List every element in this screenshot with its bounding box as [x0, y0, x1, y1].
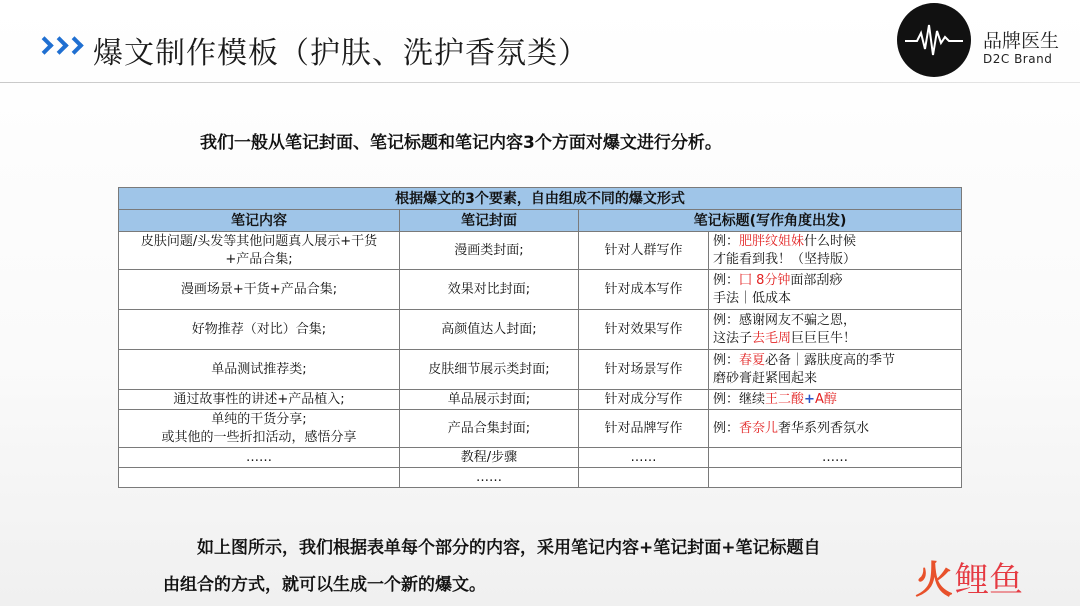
example-cell: 例：继续王二酸+A醇: [709, 390, 962, 410]
table-caption: 根据爆文的3个要素，自由组成不同的爆文形式: [119, 188, 962, 210]
table-row: [119, 448, 962, 468]
table-row: [119, 310, 962, 350]
footer-text-line-1: 如上图所示，我们根据表单每个部分的内容，采用笔记内容+笔记封面+笔记标题自: [197, 538, 821, 558]
angle-cell: 针对场景写作: [579, 350, 709, 390]
example-cell: [709, 468, 962, 488]
content-cell: 单纯的干货分享; 或其他的一些折扣活动，感悟分享: [119, 410, 400, 448]
intro-text: 我们一般从笔记封面、笔记标题和笔记内容3个方面对爆文进行分析。: [200, 133, 722, 153]
watermark-carp-glyph: 鲤鱼: [955, 560, 1024, 600]
watermark-fire-glyph: 火: [915, 558, 954, 602]
example-cell: 例：春夏必备｜露肤度高的季节 磨砂膏赶紧囤起来: [709, 350, 962, 390]
table-row: [119, 468, 962, 488]
example-cell: 例：香奈儿奢华系列香氛水: [709, 410, 962, 448]
table-row: [119, 232, 962, 270]
table-row: [119, 410, 962, 448]
cover-cell: 漫画类封面;: [400, 232, 579, 270]
example-cell: 例：感谢网友不骗之恩， 这法子去毛周巨巨巨牛！: [709, 310, 962, 350]
angle-cell: 针对成本写作: [579, 270, 709, 310]
watermark-logo: [915, 560, 1023, 600]
cover-cell: 高颜值达人封面;: [400, 310, 579, 350]
content-cell: 单品测试推荐类;: [119, 350, 400, 390]
content-cell: 皮肤问题/头发等其他问题真人展示+干货 +产品合集;: [119, 232, 400, 270]
angle-cell: ……: [579, 448, 709, 468]
example-cell: ……: [709, 448, 962, 468]
header-note-content: 笔记内容: [119, 210, 400, 232]
example-cell: 例：囗 8分钟面部刮痧 手法｜低成本: [709, 270, 962, 310]
cover-cell: 产品合集封面;: [400, 410, 579, 448]
table-row: [119, 270, 962, 310]
header-note-title: 笔记标题(写作角度出发): [579, 210, 962, 232]
cover-cell: 单品展示封面;: [400, 390, 579, 410]
header-note-cover: 笔记封面: [400, 210, 579, 232]
angle-cell: 针对成分写作: [579, 390, 709, 410]
footer-text-line-2: 由组合的方式，就可以生成一个新的爆文。: [163, 575, 486, 595]
page-title: 爆文制作模板（护肤、洗护香氛类）: [93, 36, 589, 71]
brand-name-en: D2C Brand: [983, 52, 1053, 66]
table-header-row: [119, 210, 962, 232]
angle-cell: 针对品牌写作: [579, 410, 709, 448]
heartbeat-logo-icon: [897, 3, 971, 77]
angle-cell: 针对人群写作: [579, 232, 709, 270]
angle-cell: 针对效果写作: [579, 310, 709, 350]
header-divider: [0, 82, 1080, 83]
content-cell: 漫画场景+干货+产品合集;: [119, 270, 400, 310]
content-cell: 通过故事性的讲述+产品植入;: [119, 390, 400, 410]
table-row: [119, 390, 962, 410]
content-cell: [119, 468, 400, 488]
cover-cell: 教程/步骤: [400, 448, 579, 468]
chevron-right-icon: [38, 39, 81, 52]
content-cell: 好物推荐（对比）合集;: [119, 310, 400, 350]
table-row: [119, 350, 962, 390]
content-cell: ……: [119, 448, 400, 468]
cover-cell: 皮肤细节展示类封面;: [400, 350, 579, 390]
template-table: [118, 187, 962, 488]
cover-cell: 效果对比封面;: [400, 270, 579, 310]
angle-cell: [579, 468, 709, 488]
table-caption-row: [119, 188, 962, 210]
cover-cell: ……: [400, 468, 579, 488]
brand-name: 品牌医生: [983, 30, 1060, 52]
example-cell: 例：肥胖纹姐妹什么时候 才能看到我！（坚持版）: [709, 232, 962, 270]
